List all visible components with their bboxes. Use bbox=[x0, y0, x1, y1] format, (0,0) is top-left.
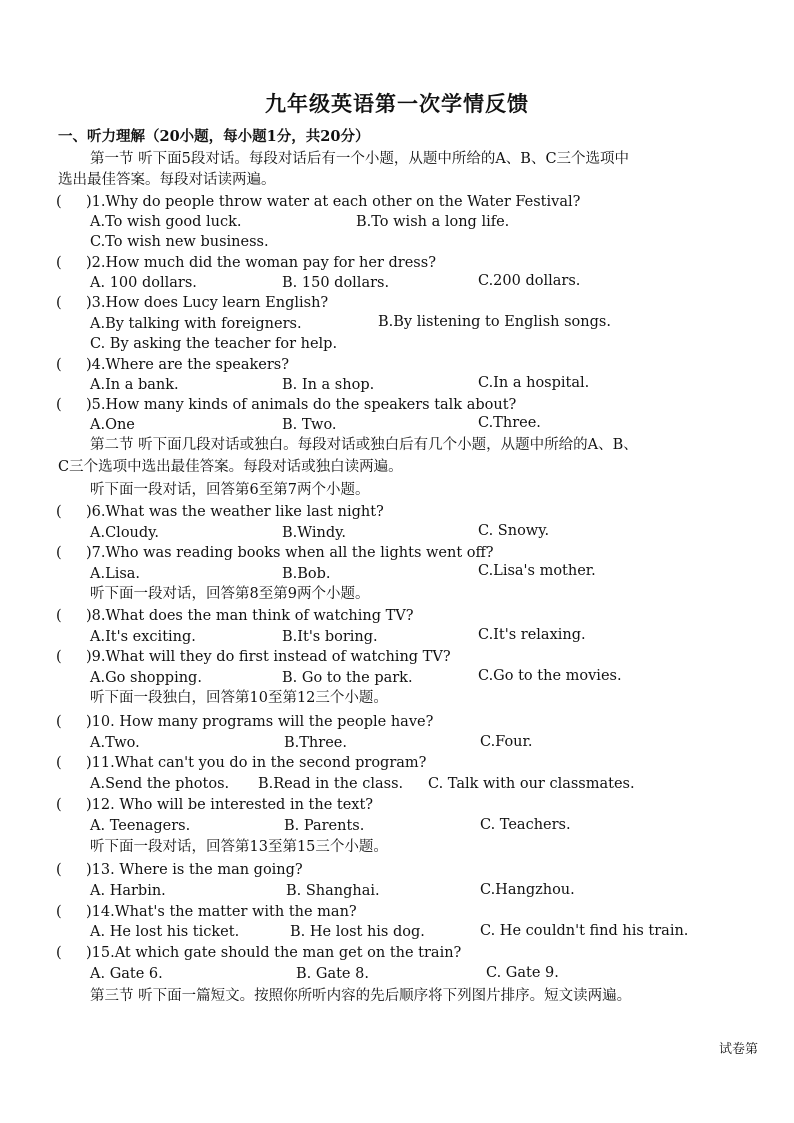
dialogue-intro-6-7: 听下面一段对话，回答第6至第7两个小题。 bbox=[90, 482, 370, 498]
q12-option-a: A. Teenagers. bbox=[90, 818, 191, 834]
q10-option-c: C.Four. bbox=[480, 734, 533, 750]
answer-blank: ( bbox=[56, 714, 62, 730]
q9-option-a: A.Go shopping. bbox=[90, 670, 202, 686]
question-14: )14.What's the matter with the man? bbox=[86, 904, 357, 920]
q13-option-c: C.Hangzhou. bbox=[480, 882, 575, 898]
q3-option-a: A.By talking with foreigners. bbox=[90, 316, 302, 332]
q2-option-c: C.200 dollars. bbox=[478, 273, 581, 289]
q7-option-a: A.Lisa. bbox=[90, 566, 141, 582]
q12-option-b: B. Parents. bbox=[284, 818, 365, 834]
q6-option-b: B.Windy. bbox=[282, 525, 347, 541]
q8-option-a: A.It's exciting. bbox=[90, 629, 196, 645]
q15-option-a: A. Gate 6. bbox=[90, 966, 163, 982]
dialogue-intro-13-15: 听下面一段对话，回答第13至第15三个小题。 bbox=[90, 839, 388, 855]
q7-option-c: C.Lisa's mother. bbox=[478, 563, 596, 579]
q9-option-c: C.Go to the movies. bbox=[478, 668, 622, 684]
q8-option-c: C.It's relaxing. bbox=[478, 627, 586, 643]
section1-instructions: 第一节 听下面5段对话。每段对话后有一个小题，从题中所给的A、B、C三个选项中 bbox=[90, 151, 630, 167]
question-13: )13. Where is the man going? bbox=[86, 862, 303, 878]
question-9: )9.What will they do first instead of watching TV? bbox=[86, 649, 451, 665]
question-5: )5.How many kinds of animals do the speakers talk about? bbox=[86, 397, 517, 413]
q14-option-a: A. He lost his ticket. bbox=[90, 924, 240, 940]
answer-blank: ( bbox=[56, 194, 62, 210]
q11-option-b: B.Read in the class. bbox=[258, 776, 404, 792]
answer-blank: ( bbox=[56, 755, 62, 771]
section2-instructions-cont: C三个选项中选出最佳答案。每段对话或独白读两遍。 bbox=[58, 459, 403, 475]
question-4: )4.Where are the speakers? bbox=[86, 357, 290, 373]
q5-option-b: B. Two. bbox=[282, 417, 337, 433]
answer-blank: ( bbox=[56, 608, 62, 624]
q2-option-b: B. 150 dollars. bbox=[282, 275, 390, 291]
q1-option-a: A.To wish good luck. bbox=[90, 214, 242, 230]
answer-blank: ( bbox=[56, 504, 62, 520]
answer-blank: ( bbox=[56, 649, 62, 665]
question-8: )8.What does the man think of watching TV? bbox=[86, 608, 414, 624]
q4-option-b: B. In a shop. bbox=[282, 377, 375, 393]
question-1: )1.Why do people throw water at each other on the Water Festival? bbox=[86, 194, 581, 210]
q8-option-b: B.It's boring. bbox=[282, 629, 378, 645]
question-6: )6.What was the weather like last night? bbox=[86, 504, 384, 520]
page-footer: 试卷第 bbox=[718, 1042, 758, 1057]
q12-option-c: C. Teachers. bbox=[480, 817, 571, 833]
question-2: )2.How much did the woman pay for her dress? bbox=[86, 255, 436, 271]
section3-instructions: 第三节 听下面一篇短文。按照你所听内容的先后顺序将下列图片排序。短文读两遍。 bbox=[90, 988, 632, 1004]
q15-option-b: B. Gate 8. bbox=[296, 966, 369, 982]
q1-option-b: B.To wish a long life. bbox=[356, 214, 510, 230]
answer-blank: ( bbox=[56, 397, 62, 413]
question-3: )3.How does Lucy learn English? bbox=[86, 295, 329, 311]
answer-blank: ( bbox=[56, 545, 62, 561]
q5-option-a: A.One bbox=[90, 417, 135, 433]
q10-option-b: B.Three. bbox=[284, 735, 347, 751]
q6-option-a: A.Cloudy. bbox=[90, 525, 160, 541]
q14-option-c: C. He couldn't find his train. bbox=[480, 923, 689, 939]
q2-option-a: A. 100 dollars. bbox=[90, 275, 197, 291]
q4-option-c: C.In a hospital. bbox=[478, 375, 590, 391]
question-12: )12. Who will be interested in the text? bbox=[86, 797, 374, 813]
q11-option-c: C. Talk with our classmates. bbox=[428, 776, 635, 792]
q6-option-c: C. Snowy. bbox=[478, 523, 550, 539]
part1-heading: 一、听力理解（20小题，每小题1分，共20分） bbox=[58, 128, 370, 145]
answer-blank: ( bbox=[56, 797, 62, 813]
q3-option-b: B.By listening to English songs. bbox=[378, 314, 611, 330]
q9-option-b: B. Go to the park. bbox=[282, 670, 413, 686]
question-10: )10. How many programs will the people have? bbox=[86, 714, 434, 730]
monologue-intro-10-12: 听下面一段独白，回答第10至第12三个小题。 bbox=[90, 690, 388, 706]
q14-option-b: B. He lost his dog. bbox=[290, 924, 425, 940]
answer-blank: ( bbox=[56, 357, 62, 373]
answer-blank: ( bbox=[56, 862, 62, 878]
q10-option-a: A.Two. bbox=[90, 735, 140, 751]
q15-option-c: C. Gate 9. bbox=[486, 965, 559, 981]
answer-blank: ( bbox=[56, 945, 62, 961]
answer-blank: ( bbox=[56, 255, 62, 271]
page-title: 九年级英语第一次学情反馈 bbox=[265, 91, 529, 116]
answer-blank: ( bbox=[56, 904, 62, 920]
answer-blank: ( bbox=[56, 295, 62, 311]
q11-option-a: A.Send the photos. bbox=[90, 776, 230, 792]
section2-instructions: 第二节 听下面几段对话或独白。每段对话或独白后有几个小题，从题中所给的A、B、 bbox=[90, 437, 638, 453]
q1-option-c: C.To wish new business. bbox=[90, 234, 269, 250]
q4-option-a: A.In a bank. bbox=[90, 377, 179, 393]
q5-option-c: C.Three. bbox=[478, 415, 541, 431]
q3-option-c: C. By asking the teacher for help. bbox=[90, 336, 338, 352]
section1-instructions-cont: 选出最佳答案。每段对话读两遍。 bbox=[58, 172, 276, 188]
q13-option-b: B. Shanghai. bbox=[286, 883, 380, 899]
q7-option-b: B.Bob. bbox=[282, 566, 331, 582]
question-7: )7.Who was reading books when all the lights went off? bbox=[86, 545, 494, 561]
question-11: )11.What can't you do in the second program? bbox=[86, 755, 427, 771]
dialogue-intro-8-9: 听下面一段对话，回答第8至第9两个小题。 bbox=[90, 586, 370, 602]
question-15: )15.At which gate should the man get on the train? bbox=[86, 945, 462, 961]
q13-option-a: A. Harbin. bbox=[90, 883, 166, 899]
